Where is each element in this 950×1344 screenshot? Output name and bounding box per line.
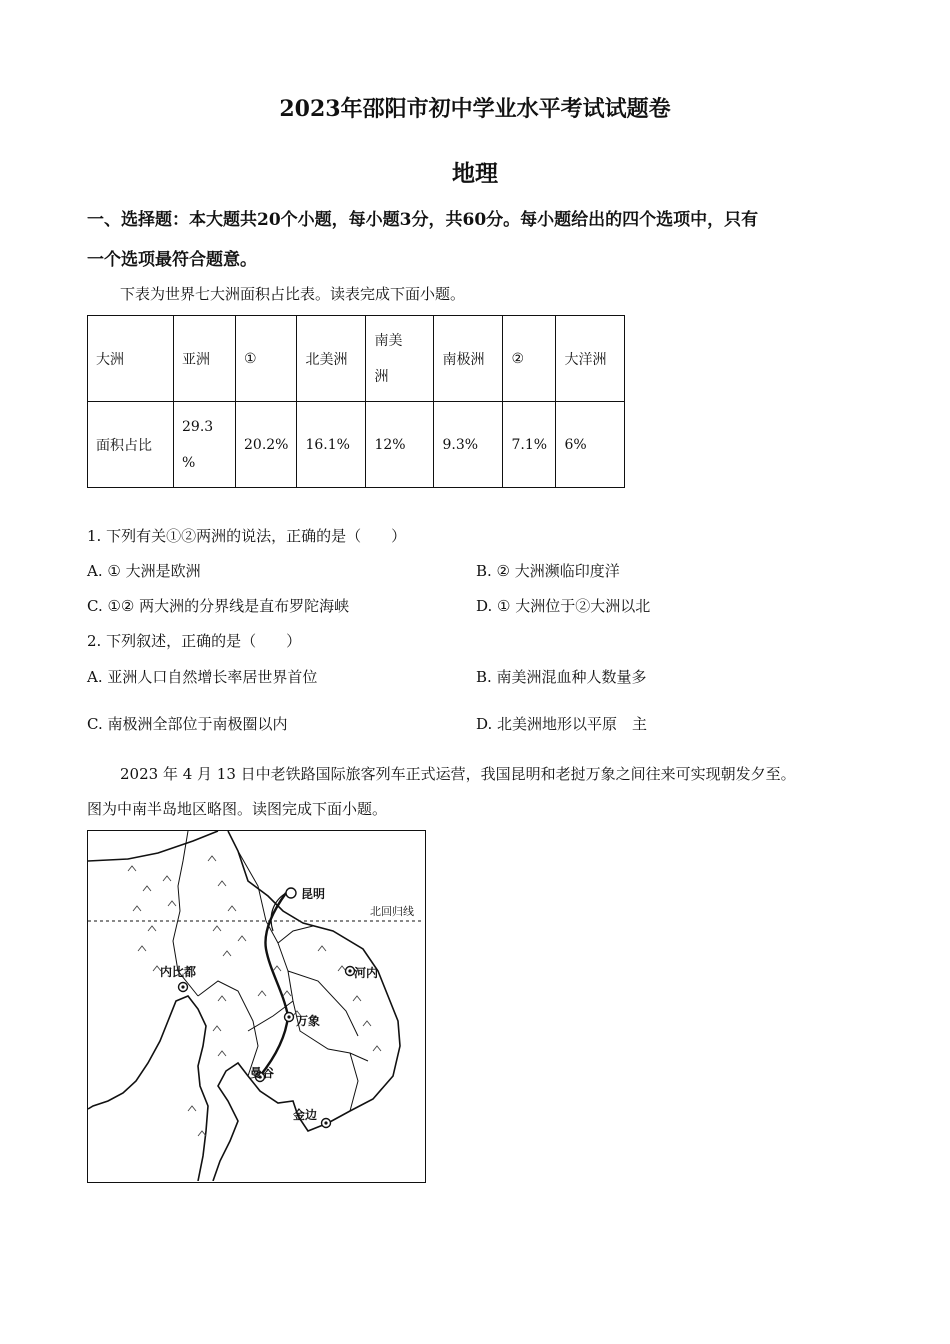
page-title: 2023年邵阳市初中学业水平考试试题卷 (279, 96, 671, 122)
val-oceania: 6% (556, 402, 625, 488)
val-north-america: 16.1% (297, 402, 366, 488)
col-south-america-l2: 洲 (374, 368, 389, 385)
subject-title: 地理 (452, 160, 498, 187)
col-2: ② (503, 316, 556, 402)
col-antarctica: 南极洲 (434, 316, 503, 402)
val-asia (174, 402, 236, 488)
label-bangkok: 曼谷 (250, 1066, 275, 1080)
map-drawing (88, 831, 424, 1181)
label-vientiane: 万象 (296, 1014, 321, 1028)
label-kunming: 昆明 (301, 887, 326, 901)
section-heading-line2: 一个选项最符合题意。 (87, 250, 257, 270)
val-2: 7.1% (503, 402, 556, 488)
val-south-america: 12% (366, 402, 434, 488)
label-naypyidaw: 内比都 (160, 965, 197, 979)
val-asia-l2: % (182, 454, 196, 471)
row-label-continent: 大洲 (88, 316, 174, 402)
table-value-row (88, 402, 625, 488)
col-south-america-l1: 南美 (374, 332, 403, 349)
indochina-map (87, 830, 426, 1183)
val-antarctica: 9.3% (434, 402, 503, 488)
q1-option-d: D. ① 大洲位于②大洲以北 (476, 597, 651, 615)
railway-line (260, 893, 288, 1076)
table-intro: 下表为世界七大洲面积占比表。读表完成下面小题。 (120, 285, 466, 303)
coastline (88, 831, 400, 1181)
passage-line1: 2023 年 4 月 13 日中老铁路国际旅客列车正式运营，我国昆明和老挝万象之间往来可实现朝发夕至。 (120, 765, 796, 783)
passage-line2: 图为中南半岛地区略图。读图完成下面小题。 (87, 800, 388, 818)
continent-area-table (87, 315, 625, 488)
col-asia: 亚洲 (174, 316, 236, 402)
q2-option-d: D. 北美洲地形以平原 主 (476, 715, 648, 733)
q1-option-a: A. ① 大洲是欧洲 (87, 562, 201, 580)
city-markers (179, 888, 355, 1128)
q2-stem: 2. 下列叙述，正确的是（ ） (87, 632, 302, 650)
col-north-america: 北美洲 (297, 316, 366, 402)
label-phnompenh: 金边 (293, 1108, 318, 1122)
table-header-row (88, 316, 625, 402)
val-1: 20.2% (236, 402, 297, 488)
label-tropic-of-cancer: 北回归线 (370, 906, 414, 918)
row-label-area: 面积占比 (88, 402, 174, 488)
col-south-america (366, 316, 434, 402)
col-1: ① (236, 316, 297, 402)
q2-option-c: C. 南极洲全部位于南极圈以内 (87, 715, 288, 733)
section-heading-line1: 一、选择题：本大题共20个小题，每小题3分，共60分。每小题给出的四个选项中，只有 (87, 210, 759, 230)
q2-option-a: A. 亚洲人口自然增长率居世界首位 (87, 668, 318, 686)
mountain-marks (128, 856, 381, 1136)
val-asia-l1: 29.3 (182, 418, 214, 435)
q2-option-b: B. 南美洲混血种人数量多 (476, 668, 647, 686)
label-hanoi: 河内 (354, 966, 379, 980)
col-oceania: 大洋洲 (556, 316, 625, 402)
city-kunming-marker (286, 888, 296, 898)
q1-option-c: C. ①② 两大洲的分界线是直布罗陀海峡 (87, 597, 350, 615)
q1-option-b: B. ② 大洲濒临印度洋 (476, 562, 620, 580)
q1-stem: 1. 下列有关①②两洲的说法，正确的是（ ） (87, 527, 407, 545)
